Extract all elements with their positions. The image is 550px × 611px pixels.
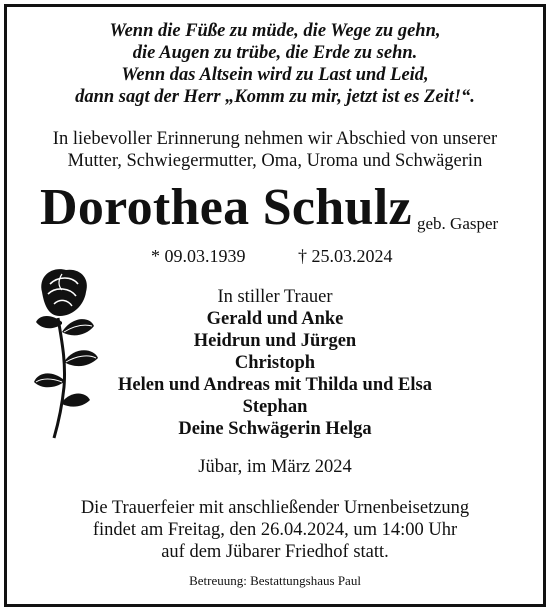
intro-line: In liebevoller Erinnerung nehmen wir Abschied von unserer <box>52 129 498 149</box>
place-date: Jübar, im März 2024 <box>198 457 352 477</box>
poem <box>0 20 550 108</box>
funeral-line: Die Trauerfeier mit anschließender Urnenbeisetzung <box>80 498 470 518</box>
mourner-name: Stephan <box>242 397 308 417</box>
intro-text <box>0 128 550 172</box>
poem-line: Wenn das Altsein wird zu Last und Leid, <box>121 65 429 85</box>
intro-line: Mutter, Schwiegermutter, Oma, Uroma und Schwägerin <box>67 151 483 171</box>
poem-line: Wenn die Füße zu müde, die Wege zu gehn, <box>109 21 441 41</box>
mourner-name: Gerald und Anke <box>206 309 344 329</box>
funeral-home-credit: Betreuung: Bestattungshaus Paul <box>189 573 361 588</box>
mourners <box>0 286 550 440</box>
mourner-name: Christoph <box>234 353 316 373</box>
mourners-heading: In stiller Trauer <box>217 287 333 307</box>
death-date: † 25.03.2024 <box>298 246 393 266</box>
deceased-name: Dorothea Schulz <box>40 179 412 236</box>
funeral-line: auf dem Jübarer Friedhof statt. <box>161 542 389 562</box>
mourner-name: Heidrun und Jürgen <box>193 331 357 351</box>
maiden-name: geb. Gasper <box>417 214 499 233</box>
poem-line: dann sagt der Herr „Komm zu mir, jetzt ist es Zeit!“. <box>75 87 475 107</box>
mourner-name: Helen und Andreas mit Thilda und Elsa <box>118 375 432 395</box>
poem-line: die Augen zu trübe, die Erde zu sehn. <box>132 43 418 63</box>
birth-date: * 09.03.1939 <box>151 246 246 266</box>
mourner-name: Deine Schwägerin Helga <box>178 419 372 439</box>
funeral-line: findet am Freitag, den 26.04.2024, um 14:00 Uhr <box>92 520 458 540</box>
funeral-info <box>0 497 550 563</box>
